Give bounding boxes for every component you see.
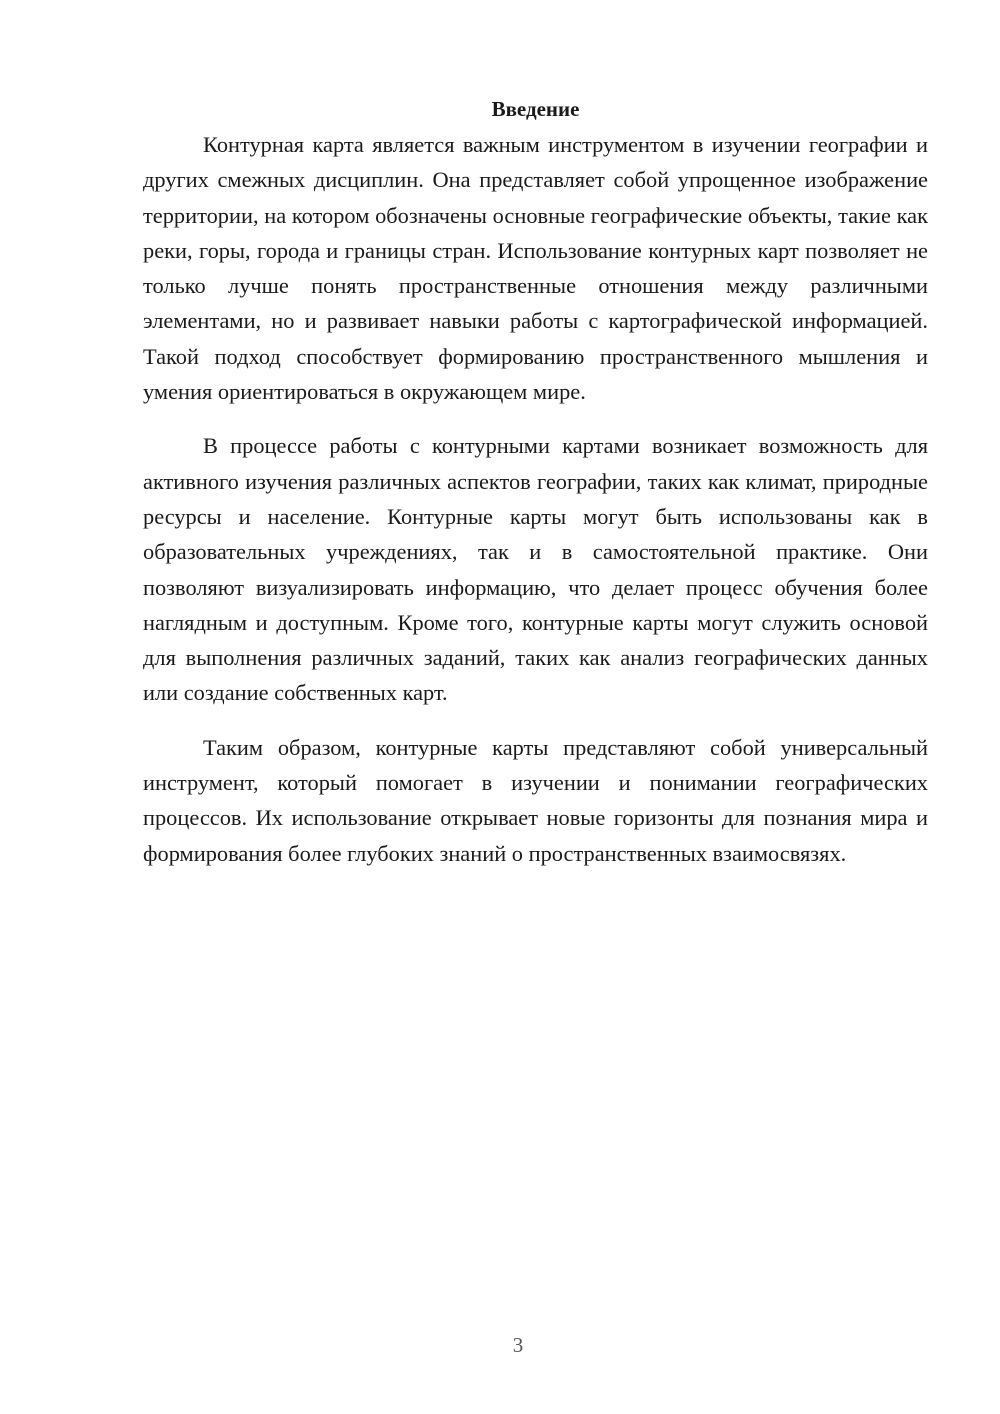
page-number: 3 bbox=[512, 1333, 524, 1357]
section-heading: Введение bbox=[491, 97, 580, 121]
page-content bbox=[143, 92, 928, 890]
paragraph-2: В процессе работы с контурными картами возникает возможность для активного изучения различных аспектов географии, таких как климат, природные ресурсы и население. Контурные карты могут быть использованы как в образовательных учреждениях, так и в самостоятельной практике. Они позволяют визуализировать информацию, что делает процесс обучения более наглядным и доступным. Кроме того, контурные карты могут служить основой для выполнения различных заданий, таких как анализ географических данных или создание собственных карт. bbox=[143, 433, 928, 706]
paragraph-3: Таким образом, контурные карты представляют собой универсальный инструмент, который помогает в изучении и понимании географических процессов. Их использование открывает новые горизонты для познания мира и формирования более глубоких знаний о пространственных взаимосвязях. bbox=[143, 734, 928, 866]
paragraph-1: Контурная карта является важным инструментом в изучении географии и других смежных дисциплин. Она представляет собой упрощенное изображение территории, на котором обозначены основные географические объекты, такие как реки, горы, города и границы стран. Использование контурных карт позволяет не только лучше понять пространственные отношения между различными элементами, но и развивает навыки работы с картографической информацией. Такой подход способствует формированию пространственного мышления и умения ориентироваться в окружающем мире. bbox=[143, 132, 928, 405]
